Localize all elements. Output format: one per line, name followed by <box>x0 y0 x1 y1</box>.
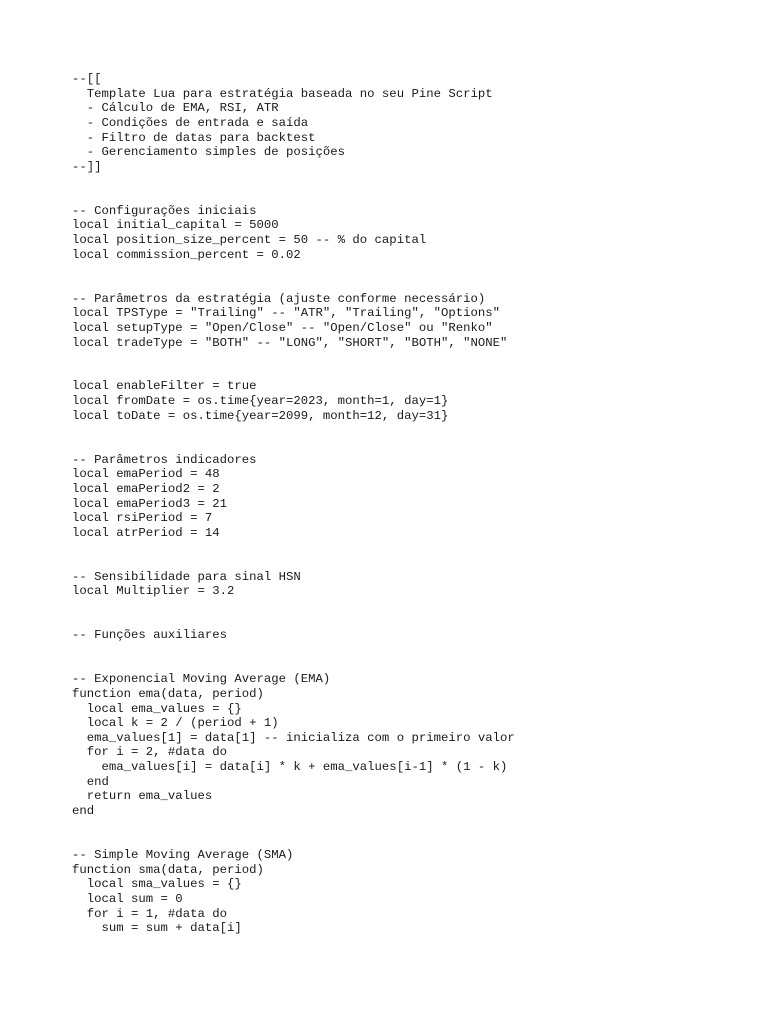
code-line <box>72 277 515 292</box>
code-line <box>72 614 515 629</box>
code-line: -- Sensibilidade para sinal HSN <box>72 569 301 584</box>
code-line <box>72 555 515 570</box>
code-line <box>72 365 515 380</box>
code-line: -- Exponencial Moving Average (EMA) <box>72 672 331 687</box>
code-line: local emaPeriod2 = 2 <box>72 481 220 496</box>
code-line: local rsiPeriod = 7 <box>72 511 213 526</box>
code-line: -- Parâmetros da estratégia (ajuste conforme necessário) <box>72 291 486 306</box>
code-line: for i = 2, #data do <box>72 745 227 760</box>
code-line: --]] <box>72 159 102 174</box>
code-line <box>72 541 515 556</box>
code-line: -- Funções auxiliares <box>72 628 227 643</box>
code-line: function sma(data, period) <box>72 862 264 877</box>
code-line: local toDate = os.time{year=2099, month=12, day=31} <box>72 408 449 423</box>
code-line: local emaPeriod = 48 <box>72 467 220 482</box>
code-line: local initial_capital = 5000 <box>72 218 279 233</box>
code-line: end <box>72 774 109 789</box>
code-line: local position_size_percent = 50 -- % do capital <box>72 233 427 248</box>
code-line: local emaPeriod3 = 21 <box>72 496 227 511</box>
code-line: local TPSType = "Trailing" -- "ATR", "Trailing", "Options" <box>72 306 501 321</box>
code-line <box>72 174 515 189</box>
code-line <box>72 643 515 658</box>
code-line <box>72 423 515 438</box>
code-line <box>72 438 515 453</box>
code-line: ema_values[1] = data[1] -- inicializa com o primeiro valor <box>72 730 515 745</box>
code-line: - Condições de entrada e saída <box>72 115 309 130</box>
code-line: -- Configurações iniciais <box>72 203 257 218</box>
code-line: - Gerenciamento simples de posições <box>72 145 346 160</box>
code-line: - Cálculo de EMA, RSI, ATR <box>72 101 279 116</box>
code-line: local sum = 0 <box>72 891 183 906</box>
code-line: -- Parâmetros indicadores <box>72 452 257 467</box>
code-line: local commission_percent = 0.02 <box>72 247 301 262</box>
code-line <box>72 819 515 834</box>
code-line: local ema_values = {} <box>72 701 242 716</box>
code-line <box>72 599 515 614</box>
code-line <box>72 189 515 204</box>
code-line: sum = sum + data[i] <box>72 921 242 936</box>
code-line: local atrPeriod = 14 <box>72 525 220 540</box>
code-line: --[[ <box>72 72 102 86</box>
code-line: end <box>72 804 95 819</box>
code-line: - Filtro de datas para backtest <box>72 130 316 145</box>
code-line: ema_values[i] = data[i] * k + ema_values[i-1] * (1 - k) <box>72 760 508 775</box>
code-line: local Multiplier = 3.2 <box>72 584 235 599</box>
code-line: return ema_values <box>72 789 213 804</box>
code-listing <box>72 72 515 936</box>
code-line <box>72 658 515 673</box>
code-line <box>72 350 515 365</box>
code-line: local enableFilter = true <box>72 379 257 394</box>
code-line: local setupType = "Open/Close" -- "Open/Close" ou "Renko" <box>72 320 493 335</box>
code-line <box>72 262 515 277</box>
code-line: Template Lua para estratégia baseada no seu Pine Script <box>72 86 493 101</box>
code-line <box>72 833 515 848</box>
code-line: local fromDate = os.time{year=2023, month=1, day=1} <box>72 394 449 409</box>
code-line: local sma_values = {} <box>72 877 242 892</box>
code-line: function ema(data, period) <box>72 686 264 701</box>
code-line: local tradeType = "BOTH" -- "LONG", "SHORT", "BOTH", "NONE" <box>72 335 508 350</box>
code-line: for i = 1, #data do <box>72 906 227 921</box>
code-line: -- Simple Moving Average (SMA) <box>72 847 294 862</box>
code-line: local k = 2 / (period + 1) <box>72 716 279 731</box>
